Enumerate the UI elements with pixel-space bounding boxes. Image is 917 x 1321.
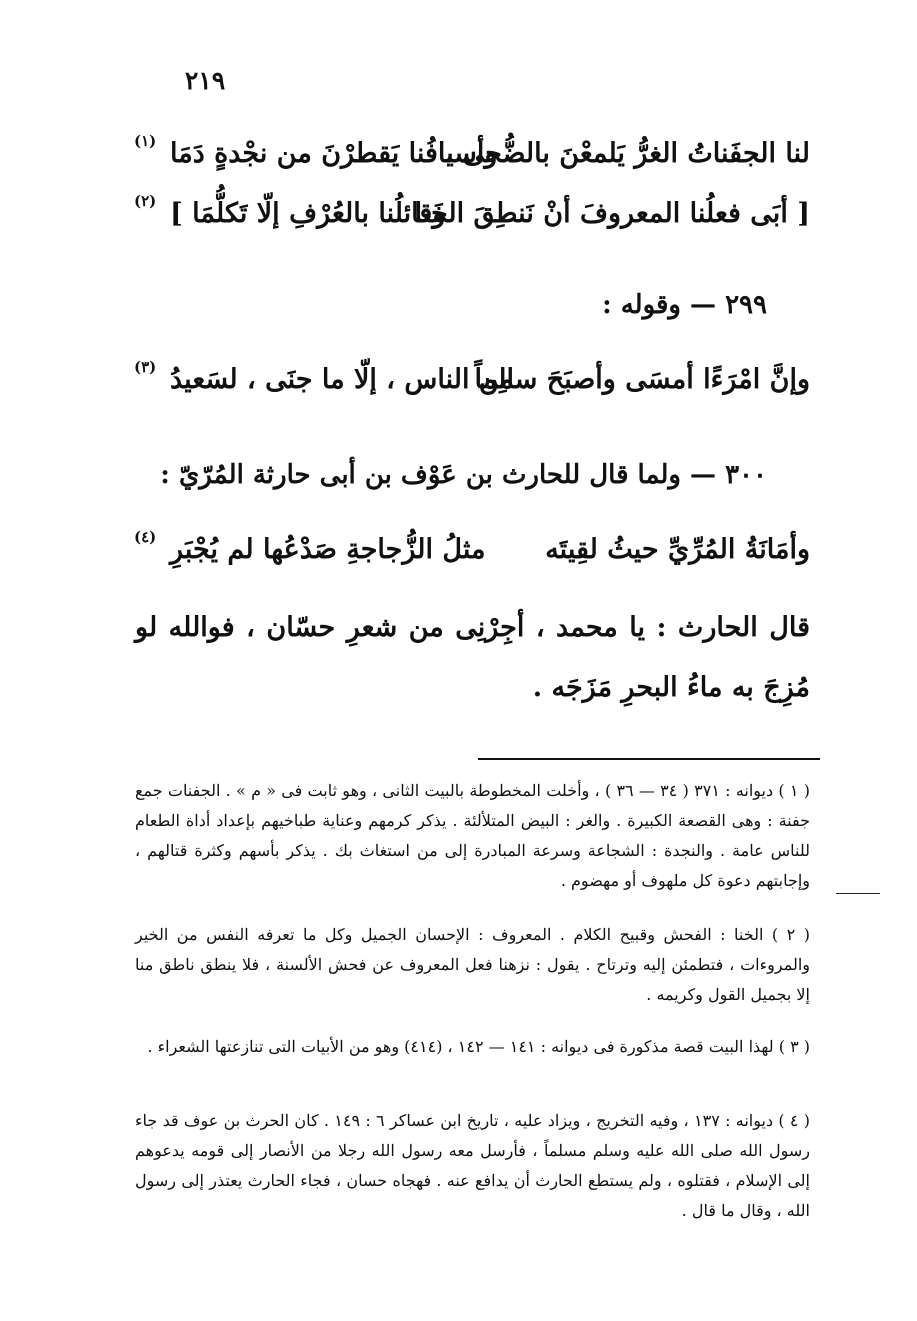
verse-299-second-hemistich: من الناس ، إلّا ما جنَى ، لسَعيدُ <box>170 364 514 395</box>
verse-299 <box>130 358 810 412</box>
footnote-4: ( ٤ ) ديوانه : ١٣٧ ، وفيه التخريج ، ويزاد عليه ، تاريخ ابن عساكر ٦ : ١٤٩ . كان الحرث بن عوف قد جاء رسول الله صلى الله عليه وسلم مسلماً ، فأرسل معه رسول الله رجلا من الأنصار إلى قومه يدعوهم إلى الإسلام ، فقتلوه ، ولم يستطع الحارث أن يدافع عنه . فهجاه حسان ، فجاء الحارث يعتذر إلى رسول الله ، وقال ما قال . <box>135 1111 811 1220</box>
margin-dash <box>836 893 880 894</box>
verse-1-second-hemistich: وأسيافُنا يَقطرْنَ من نجْدةٍ دَمَا <box>170 138 498 169</box>
verse-300-second-hemistich: مثلُ الزُّجاجةِ صَدْعُها لم يُجْبَرِ <box>170 534 486 565</box>
item-300-heading: ٣٠٠ — ولما قال للحارث بن عَوْف بن أبى حارثة المُرّيّ : <box>160 460 767 490</box>
footnote-marker-4: (٤) <box>134 528 157 546</box>
footnote-1: ( ١ ) ديوانه : ٣٧١ ( ٣٤ — ٣٦ ) ، وأخلت المخطوطة بالبيت الثانى ، وهو ثابت فى « م » . الجفنات جمع جفنة : وهى القصعة الكبيرة . والغر : البيض المتلألئة . يذكر كرمهم وعناية طباخيهم بإعداد أداة الطعام للناس عامة . والنجدة : الشجاعة وسرعة المبادرة إلى من استغاث بك . يذكر بأسهم وكثرة قتالهم ، وإجابتهم دعوة كل ملهوف أو مهضوم . <box>135 781 811 890</box>
footnote-marker-1: (١) <box>134 132 157 150</box>
footnote-separator <box>478 758 820 760</box>
verse-2 <box>130 192 810 246</box>
footnote-marker-2: (٢) <box>134 192 157 210</box>
verse-300-first-hemistich: وأمَانَةُ المُرِّيِّ حيثُ لقِيتَه <box>545 534 810 565</box>
verse-300 <box>130 528 810 582</box>
verse-2-first-hemistich: [ أبَى فعلُنا المعروفَ أنْ نَنطِقَ الخَنا <box>414 198 810 229</box>
footnote-3: ( ٣ ) لهذا البيت قصة مذكورة فى ديوانه : ١٤١ — ١٤٢ ، (٤١٤) وهو من الأبيات التى تنازعتها الشعراء . <box>147 1037 810 1056</box>
verse-299-first-hemistich: وإنَّ امْرَءًا أمسَى وأصبَحَ سالِماً <box>474 364 810 395</box>
footnote-marker-3: (٣) <box>134 358 157 376</box>
footnote-2: ( ٢ ) الخنا : الفحش وقبيح الكلام . المعروف : الإحسان الجميل وكل ما تعرفه النفس من الخير والمروءات ، فتطمئن إليه وترتاح . يقول : نزهنا فعل المعروف عن فحش الألسنة ، فلا ينطق ناطق منا إلا بجميل القول وكريمه . <box>135 925 810 1004</box>
verse-2-second-hemistich: وقائلُنا بالعُرْفِ إلّا تَكلُّمَا ] <box>170 198 446 229</box>
item-300-prose: قال الحارث : يا محمد ، أجِرْنِى من شعرِ حسّان ، فوالله لو مُزِجَ به ماءُ البحرِ مَزَجَه . <box>135 612 810 703</box>
page-number: ٢١٩ <box>184 66 226 95</box>
verse-1 <box>130 132 810 186</box>
verse-1-first-hemistich: لنا الجفَناتُ الغرُّ يَلمعْنَ بالضُّحى ، <box>444 138 810 169</box>
item-299-heading: ٢٩٩ — وقوله : <box>602 290 767 320</box>
